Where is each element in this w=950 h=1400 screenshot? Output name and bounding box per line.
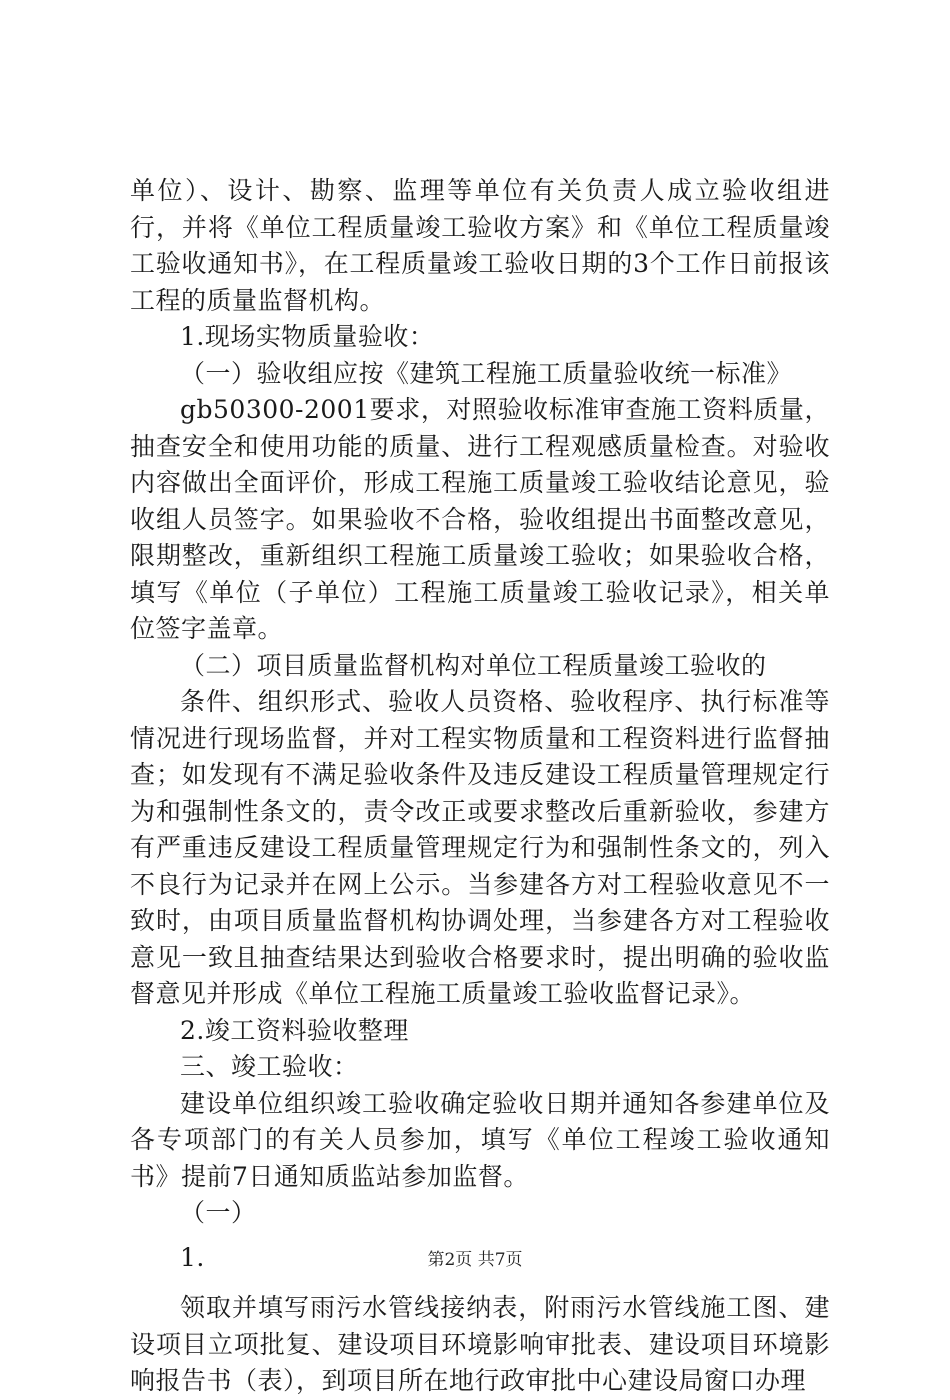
paragraph-3: （一）验收组应按《建筑工程施工质量验收统一标准》 (180, 358, 793, 388)
paragraph-7: 2.竣工资料验收整理 (180, 1015, 409, 1045)
paragraph-4: gb50300-2001要求，对照验收标准审查施工资料质量，抽查安全和使用功能的质量、进行工程观感质量检查。对验收内容做出全面评价，形成工程施工质量竣工验收结论意见，验收组人员签字。如果验收不合格，验收组提出书面整改意见，限期整改，重新组织工程施工质量竣工验收；如果验收合格，填写《单位（子单位）工程施工质量竣工验收记录》，相关单位签字盖章。 (130, 395, 830, 643)
paragraph-10: （一） (180, 1198, 257, 1227)
paragraph-5: （二）项目质量监督机构对单位工程质量竣工验收的 (180, 650, 767, 680)
paragraph-1: 单位）、设计、勘察、监理等单位有关负责人成立验收组进行，并将《单位工程质量竣工验收方案》和《单位工程质量竣工验收通知书》，在工程质量竣工验收日期的3个工作日前报该工程的质量监督机构。 (130, 176, 830, 315)
paragraph-6: 条件、组织形式、验收人员资格、验收程序、执行标准等情况进行现场监督，并对工程实物质量和工程资料进行监督抽查；如发现有不满足验收条件及违反建设工程质量管理规定行为和强制性条文的，责令改正或要求整改后重新验收，参建方有严重违反建设工程质量管理规定行为和强制性条文的，列入不良行为记录并在网上公示。当参建各方对工程验收意见不一致时，由项目质量监督机构协调处理，当参建各方对工程验收意见一致且抽查结果达到验收合格要求时，提出明确的验收监督意见并形成《单位工程施工质量竣工验收监督记录》。 (130, 687, 830, 1008)
document-body (130, 173, 830, 1400)
paragraph-2: 1.现场实物质量验收： (180, 322, 435, 351)
paragraph-8: 三、竣工验收： (180, 1052, 359, 1081)
paragraph-12: 领取并填写雨污水管线接纳表，附雨污水管线施工图、建设项目立项批复、建设项目环境影响审批表、建设项目环境影响报告书（表），到项目所在地行政审批中心建设局窗口办理 (130, 1293, 830, 1395)
page-footer: 第2页 共7页 (427, 1250, 523, 1270)
paragraph-9: 建设单位组织竣工验收确定验收日期并通知各参建单位及各专项部门的有关人员参加，填写《单位工程竣工验收通知书》提前7日通知质监站参加监督。 (130, 1088, 830, 1191)
paragraph-11: 1. (180, 1242, 205, 1272)
